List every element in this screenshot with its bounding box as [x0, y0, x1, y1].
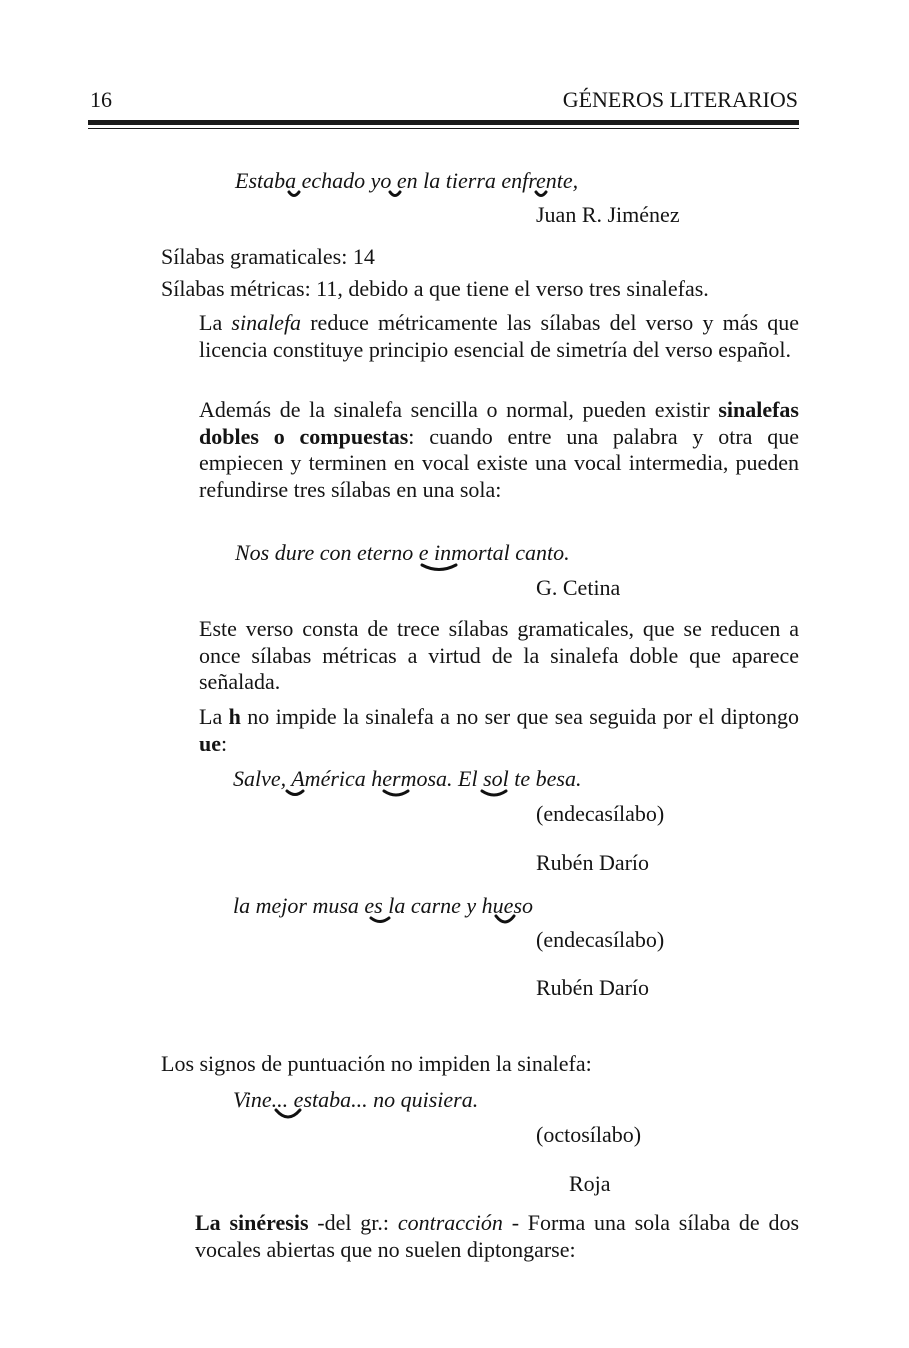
verse-meter: (endecasílabo) — [536, 801, 665, 826]
bold-term: La sinéresis — [195, 1210, 309, 1235]
italic-term: contracción — [397, 1210, 503, 1235]
verse-meter: (octosílabo) — [536, 1122, 642, 1147]
verse-author: Rubén Darío — [536, 975, 650, 1000]
text: La — [199, 704, 229, 729]
text: no impide la sinalefa a no ser que sea seguida por el diptongo — [240, 704, 799, 729]
bold-term: ue — [199, 730, 221, 756]
verse-line: Estaba echado yo en la tierra enfrente, — [235, 168, 579, 193]
metric-syllables: Sílabas métricas: 11, debido a que tiene el verso tres sinalefas. — [161, 276, 709, 301]
bold-term: sinalefas dobles o compuestas — [199, 397, 799, 449]
verse-line: Nos dure con eterno e inmortal canto. — [235, 540, 570, 565]
sinalefa-mark — [369, 916, 391, 926]
header-rule-thin — [88, 128, 799, 129]
text: - Forma una sola sílaba de dos vocales abiertas que no suelen diptongarse: — [195, 1210, 800, 1262]
verse-author: Roja — [569, 1171, 611, 1196]
verse-meter: (endecasílabo) — [536, 927, 665, 952]
verse-author: Juan R. Jiménez — [536, 202, 680, 227]
sinalefa-mark — [534, 190, 548, 200]
bold-term: h — [228, 704, 241, 729]
page-number: 16 — [90, 87, 112, 112]
paragraph: Los signos de puntuación no impiden la sinalefa: — [161, 1051, 592, 1076]
double-sinalefa-mark — [420, 563, 458, 573]
paragraph — [199, 704, 799, 757]
verse-author: G. Cetina — [536, 575, 621, 600]
text: La — [199, 310, 232, 335]
sinalefa-mark — [287, 190, 301, 200]
sinalefa-mark — [382, 789, 410, 799]
sinalefa-mark — [274, 1108, 302, 1124]
verse-author: Rubén Darío — [536, 850, 650, 875]
sinalefa-mark — [494, 914, 516, 928]
italic-term: sinalefa — [231, 310, 302, 335]
running-title: GÉNEROS LITERARIOS — [562, 87, 798, 112]
text: : — [221, 730, 228, 756]
text: : cuando entre una palabra y otra que empiecen y terminen en vocal existe una vocal intermedia, pueden refundirse tres sílabas en una sola: — [199, 423, 799, 502]
paragraph: Este verso consta de trece sílabas gramaticales, que se reducen a once sílabas métricas a virtud de la sinalefa doble que aparece señalada. — [199, 616, 799, 694]
verse-line: la mejor musa es la carne y hueso — [233, 893, 534, 918]
paragraph — [199, 397, 799, 503]
verse-line: Vine... estaba... no quisiera. — [233, 1087, 479, 1112]
header-rule-thick — [88, 120, 799, 125]
paragraph — [199, 310, 799, 363]
grammatical-syllables: Sílabas gramaticales: 14 — [161, 244, 375, 269]
paragraph — [195, 1210, 799, 1263]
sinalefa-mark — [480, 789, 508, 799]
text: reduce métricamente las sílabas del verso y más que licencia constituye principio esencial de simetría del verso español. — [199, 310, 800, 362]
verse-line: Salve, América hermosa. El sol te besa. — [233, 766, 582, 791]
sinalefa-mark — [285, 789, 305, 799]
sinalefa-mark — [388, 190, 402, 200]
text: -del gr.: — [308, 1210, 398, 1235]
text: Además de la sinalefa sencilla o normal, pueden existir — [199, 397, 719, 422]
